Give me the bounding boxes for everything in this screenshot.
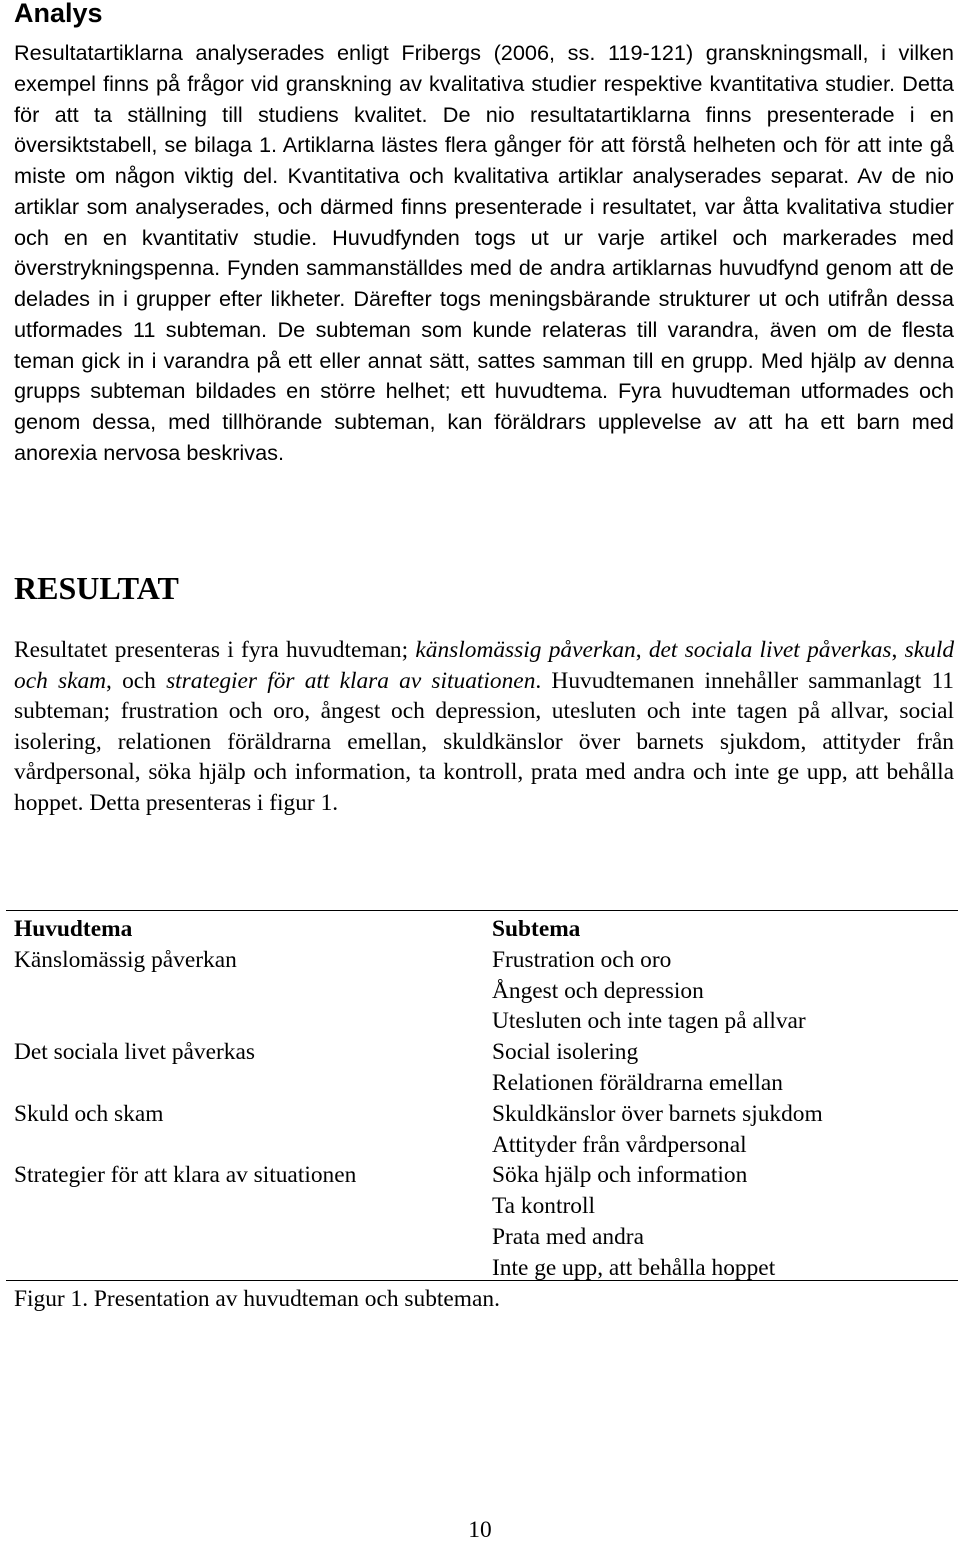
figure-caption: Figur 1. Presentation av huvudteman och subteman. (14, 1286, 500, 1312)
sub-theme-cell: Söka hjälp och information (492, 1162, 748, 1189)
section-heading-resultat: RESULTAT (14, 570, 179, 606)
main-theme-cell: Strategier för att klara av situationen (14, 1162, 357, 1189)
sub-theme-cell: Social isolering (492, 1039, 639, 1066)
theme-2: det sociala livet påverkas (648, 637, 892, 663)
spacer (14, 1068, 484, 1099)
sub-theme-cell: Skuldkänslor över barnets sjukdom (492, 1100, 823, 1127)
header-subtema: Subtema (492, 916, 581, 942)
sub-theme-column (492, 914, 952, 1284)
spacer (14, 1130, 484, 1161)
resultat-intro: Resultatet presenteras i fyra huvudteman; (14, 637, 416, 663)
theme-1: känslomässig påverkan (415, 637, 636, 663)
theme-table (6, 910, 958, 1281)
sub-theme-cell: Ångest och depression (492, 977, 704, 1004)
sub-theme-cell: Relationen föräldrarna emellan (492, 1069, 783, 1096)
separator: , och (106, 667, 167, 694)
resultat-rest: . Huvudtemanen innehåller sammanlagt 11 subteman; frustration och oro, ångest och depression, utesluten och inte tagen på allvar, social isolering, relationen föräldrarna emellan, skuldkänslor över barnets sjukdom, attityder från vårdpersonal, söka hjälp och information, ta kontroll, prata med andra och inte ge upp, att behålla hoppet. Detta presenteras i figur 1. (14, 667, 954, 816)
spacer (14, 976, 484, 1007)
header-huvudtema: Huvudtema (14, 916, 133, 942)
separator: , (891, 637, 905, 663)
analys-paragraph: Resultatartiklarna analyserades enligt Fribergs (2006, ss. 119-121) granskningsmall, i vilken exempel finns på frågor vid granskning av kvalitativa studier respektive kvantitativa studier. Detta för att ta ställning till studiens kvalitet. De nio resultatartiklarna finns presenterade i en översiktstabell, se bilaga 1. Artiklarna lästes flera gånger för att förstå helheten och för att inte gå miste om någon viktig del. Kvantitativa och kvalitativa artiklar analyserades separat. Av de nio artiklar som analyserades, och därmed finns presenterade i resultatet, var åtta kvalitativa studier och en en kvantitativ studie. Huvudfynden togs ut ur varje artikel och markerades med överstrykningspenna. Fynden sammanställdes med de andra artiklarnas huvudfynd genom att de delades in i grupper efter likheter. Därefter togs meningsbärande strukturer ut och utifrån dessa utformades 11 subteman. De subteman som kunde relateras till varandra, även om de flesta teman gick in i varandra på ett eller annat sätt, sattes samman till en grupp. Med hjälp av denna grupps subteman bildades en större helhet; ett huvudtema. Fyra huvudteman utformades och genom dessa, med tillhörande subteman, kan föräldrars upplevelse av att ha ett barn med anorexia nervosa beskrivas. (14, 40, 954, 465)
sub-theme-cell: Ta kontroll (492, 1193, 595, 1220)
main-theme-cell: Skuld och skam (14, 1100, 164, 1127)
resultat-paragraph (14, 635, 954, 819)
sub-theme-cell: Inte ge upp, att behålla hoppet (492, 1254, 776, 1281)
section-heading-analys: Analys (14, 0, 103, 28)
theme-3: skuld och skam (14, 637, 955, 694)
spacer (14, 1006, 484, 1037)
main-theme-cell: Känslomässig påverkan (14, 946, 237, 973)
main-theme-cell: Det sociala livet påverkas (14, 1039, 255, 1066)
page-number: 10 (468, 1517, 492, 1543)
theme-4: strategier för att klara av situationen (166, 667, 536, 694)
sub-theme-cell: Utesluten och inte tagen på allvar (492, 1008, 806, 1035)
sub-theme-cell: Attityder från vårdpersonal (492, 1131, 747, 1158)
sub-theme-cell: Frustration och oro (492, 946, 672, 973)
separator: , (635, 637, 649, 663)
sub-theme-cell: Prata med andra (492, 1223, 644, 1250)
main-theme-column (14, 914, 484, 1191)
